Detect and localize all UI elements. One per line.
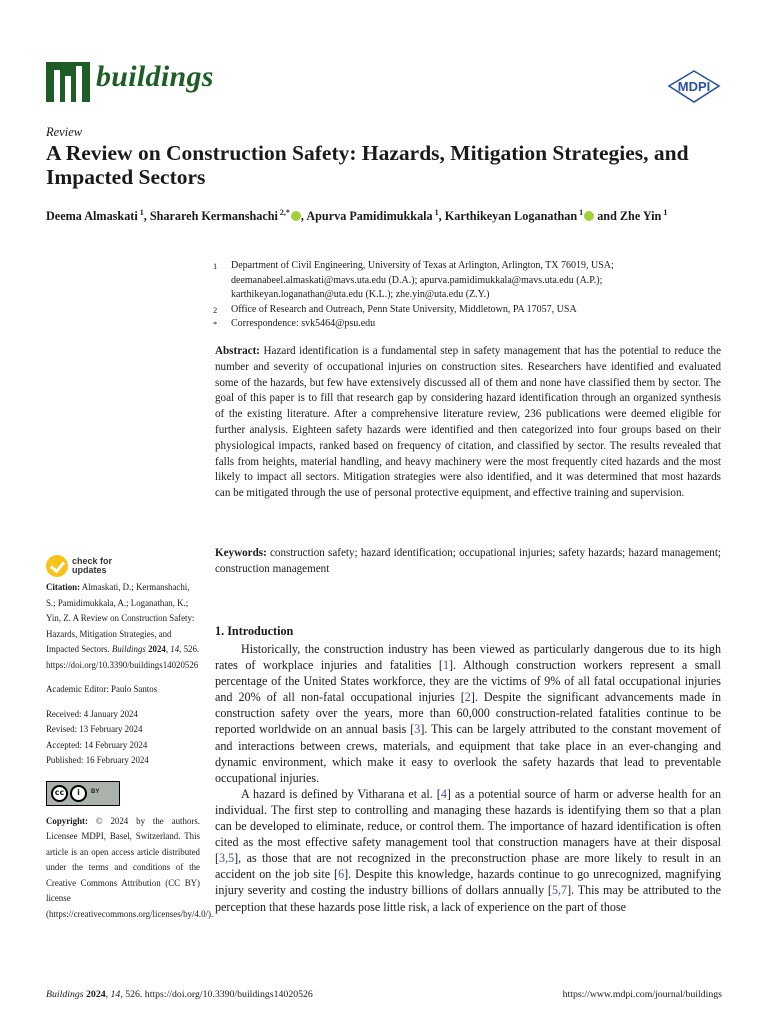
citation-volume: 14 xyxy=(170,644,180,654)
abstract-text: Hazard identification is a fundamental step in safety management that has the potential to reduce the number and severity of occupational injuries on construction sites. Researchers have identified and evaluated some of the hazards, but few have extensively discussed all of them and none have classified them by sector. The goal of this paper is to fill that research gap by considering hazard identification through an organized synthesis of the existing literature. After a comprehensive literature review, 236 publications were deemed eligible for further analysis. Eighteen safety hazards were identified and then categorized into four groups based on their physiological impacts, ranked based on frequency of citation, and classified by sector. The results revealed that falls from heights, material handling, and heavy machinery were the most frequently cited hazards and the most likely to impact all sectors. Mitigation strategies were also identified, and it was determined that most hazards can be mitigated through the use of personal protective equipment, and effective training and supervision. xyxy=(215,345,721,500)
author-affiliation-mark: 1 xyxy=(577,208,584,217)
updates-line-2: updates xyxy=(72,565,107,575)
copyright-text: © 2024 by the authors. Licensee MDPI, Basel, Switzerland. This article is an open access article distributed under the terms and conditions of the Creative Commons Attribution (CC BY) license (https://creativecommons.org/licenses/by/4.0/). xyxy=(46,815,214,919)
affiliations xyxy=(213,259,725,332)
author-affiliation-mark: 2,* xyxy=(277,208,290,217)
citation-year: 2024 xyxy=(148,644,166,654)
keywords-label: Keywords: xyxy=(215,547,267,559)
author-name[interactable]: Deema Almaskati xyxy=(46,209,138,224)
affiliation-row xyxy=(213,303,725,318)
copyright xyxy=(46,814,214,923)
affiliation-text: Correspondence: svk5464@psu.edu xyxy=(231,318,376,330)
author-separator: , xyxy=(300,209,307,224)
publisher-logo xyxy=(667,70,721,104)
affiliation-mark: * xyxy=(213,319,218,330)
citation-link[interactable]: 6 xyxy=(338,867,345,882)
affiliation-row xyxy=(213,317,725,332)
checkmark-icon xyxy=(46,555,68,577)
footer-doi[interactable]: , 526. https://doi.org/10.3390/buildings14020526 xyxy=(120,989,313,1000)
creative-commons-icon: cc xyxy=(51,785,68,802)
abstract xyxy=(215,344,721,502)
citation-journal: Buildings xyxy=(111,644,146,654)
citation-link[interactable]: 4 xyxy=(440,786,447,801)
academic-editor: Academic Editor: Paulo Santos xyxy=(46,684,158,694)
article-type: Review xyxy=(46,125,83,139)
orcid-icon[interactable] xyxy=(584,211,594,221)
date-received: Received: 4 January 2024 xyxy=(46,708,138,719)
affiliation-mark: 1 xyxy=(213,261,218,271)
paragraph-text: ]. This can be largely attributed to the constant movement of and interactions between crews, materials, and equipment that take place in an ever-changing and dynamic environment, which make it easy to overlook the safety hazards that lead to preventable occupational injuries. xyxy=(215,722,721,785)
footer-journal-url[interactable]: https://www.mdpi.com/journal/buildings xyxy=(562,989,722,1000)
paragraph-text: ], as those that are not recognized in the preconstruction phase are more likely to result in an accident on the job site [ xyxy=(215,851,721,882)
paragraph xyxy=(215,786,721,915)
paragraph-text: ]. Despite the significant advancements made in construction safety over the years, more than 60,000 construction-related fatalities continue to be reported worldwide on an annual basis [ xyxy=(215,690,721,737)
footer-journal: Buildings xyxy=(46,989,84,1000)
author-name[interactable]: Sharareh Kermanshachi xyxy=(149,209,278,224)
keywords xyxy=(215,546,721,578)
author-name[interactable]: Apurva Pamidimukkala xyxy=(306,209,433,224)
paragraph-text: Historically, the construction industry has been viewed as particularly dangerous due to its high rates of workplace injuries and fatalities [ xyxy=(215,642,721,673)
citation-link[interactable]: 3,5 xyxy=(219,851,235,866)
cc-by-license-badge[interactable] xyxy=(46,781,120,806)
author-list xyxy=(46,204,726,225)
article-title: A Review on Construction Safety: Hazards, Mitigation Strategies, and Impacted Sectors xyxy=(46,141,689,189)
date-revised: Revised: 13 February 2024 xyxy=(46,724,143,734)
attribution-icon: i xyxy=(70,785,87,802)
author-name[interactable]: Karthikeyan Loganathan xyxy=(444,209,578,224)
citation-link[interactable]: 2 xyxy=(464,690,471,705)
journal-name: buildings xyxy=(96,60,214,93)
author-affiliation-mark: 1 xyxy=(137,208,144,217)
paragraph-text: ]. Despite this knowledge, hazards continue to go unrecognized, magnifying injury severity and costing the industry billions of dollars annually [ xyxy=(215,867,721,898)
check-for-updates-button[interactable] xyxy=(46,555,112,577)
abstract-label: Abstract: xyxy=(215,345,260,357)
dates xyxy=(46,707,200,769)
citation-doi[interactable]: , 526. https://doi.org/10.3390/buildings14020526 xyxy=(46,644,200,670)
orcid-icon[interactable] xyxy=(291,211,301,221)
date-published: Published: 16 February 2024 xyxy=(46,755,149,765)
footer-volume: 14 xyxy=(110,989,121,1000)
body-text xyxy=(215,641,721,915)
author-affiliation-mark: 1 xyxy=(661,208,668,217)
copyright-label: Copyright: xyxy=(46,815,88,826)
keywords-text: construction safety; hazard identification; occupational injuries; safety hazards; hazard management; construction management xyxy=(215,547,721,575)
paragraph-text: ]. This may be attributed to the perception that these hazards pose little risk, a lack of experience on the part of those xyxy=(215,883,721,914)
paragraph-text: ] as a potential source of harm or adverse health for an individual. The first step to controlling and managing these hazards is identifying them so that a plan can be developed to eliminate, reduce, or control them. The importance of hazard identification is often cited as the most effective safety management tool that construction managers have at their disposal [ xyxy=(215,786,721,866)
author-separator: and xyxy=(594,209,620,224)
citation: Citation: Almaskati, D.; Kermanshachi, S.; Pamidimukkala, A.; Loganathan, K.; Yin, Z. A Review on Construction Safety: Hazards, Mitigation Strategies, and Impacted Sectors. Buildings 2024, 14, 526. https://doi.org/10.3390/buildings14020526 xyxy=(46,582,200,670)
paragraph-text: A hazard is defined by Vitharana et al. [ xyxy=(241,786,441,801)
paragraph xyxy=(215,641,721,786)
journal-logo-icon xyxy=(46,60,90,102)
updates-line-1: check for xyxy=(72,556,113,566)
cc-by-label: BY xyxy=(91,789,100,796)
citation-link[interactable]: 1 xyxy=(442,658,450,673)
footer-citation: Buildings 2024, 14, 526. https://doi.org/10.3390/buildings14020526 xyxy=(46,989,313,1000)
citation-link[interactable]: 3 xyxy=(414,722,421,737)
citation-text: Almaskati, D.; Kermanshachi, S.; Pamidimukkala, A.; Loganathan, K.; Yin, Z. A Review on Construction Safety: Hazards, Mitigation Strategies, and Impacted Sectors. xyxy=(46,582,195,654)
citation-link[interactable]: 5,7 xyxy=(551,883,568,898)
section-heading: 1. Introduction xyxy=(215,624,294,638)
citation-label: Citation: xyxy=(46,582,81,592)
date-accepted: Accepted: 14 February 2024 xyxy=(46,739,148,750)
author-name[interactable]: Zhe Yin xyxy=(619,209,662,224)
footer-year: 2024 xyxy=(86,989,106,1000)
affiliation-text: Office of Research and Outreach, Penn State University, Middletown, PA 17057, USA xyxy=(231,303,577,315)
affiliation-text: Department of Civil Engineering, University of Texas at Arlington, Arlington, TX 76019, USA; deemanabeel.almaskati@mavs.uta.edu (D.A.); apurva.pamidimukkala@mavs.uta.edu (A.P.); karthikeyan.loganathan@uta.edu (K.L.); zhe.yin@uta.edu (Z.Y.) xyxy=(231,260,614,301)
sidebar xyxy=(46,580,214,922)
author-affiliation-mark: 1 xyxy=(432,208,439,217)
publisher-name: MDPI xyxy=(677,79,711,94)
paragraph-text: ]. Although construction workers represent a small percentage of the United States workforce, they are the victims of 9% of all fatal occupational injuries and 20% of all non-fatal occupational injuries [ xyxy=(215,658,722,705)
author-separator: , xyxy=(438,209,445,224)
affiliation-mark: 2 xyxy=(213,304,218,315)
author-separator: , xyxy=(143,209,150,224)
affiliation-row xyxy=(213,259,725,303)
